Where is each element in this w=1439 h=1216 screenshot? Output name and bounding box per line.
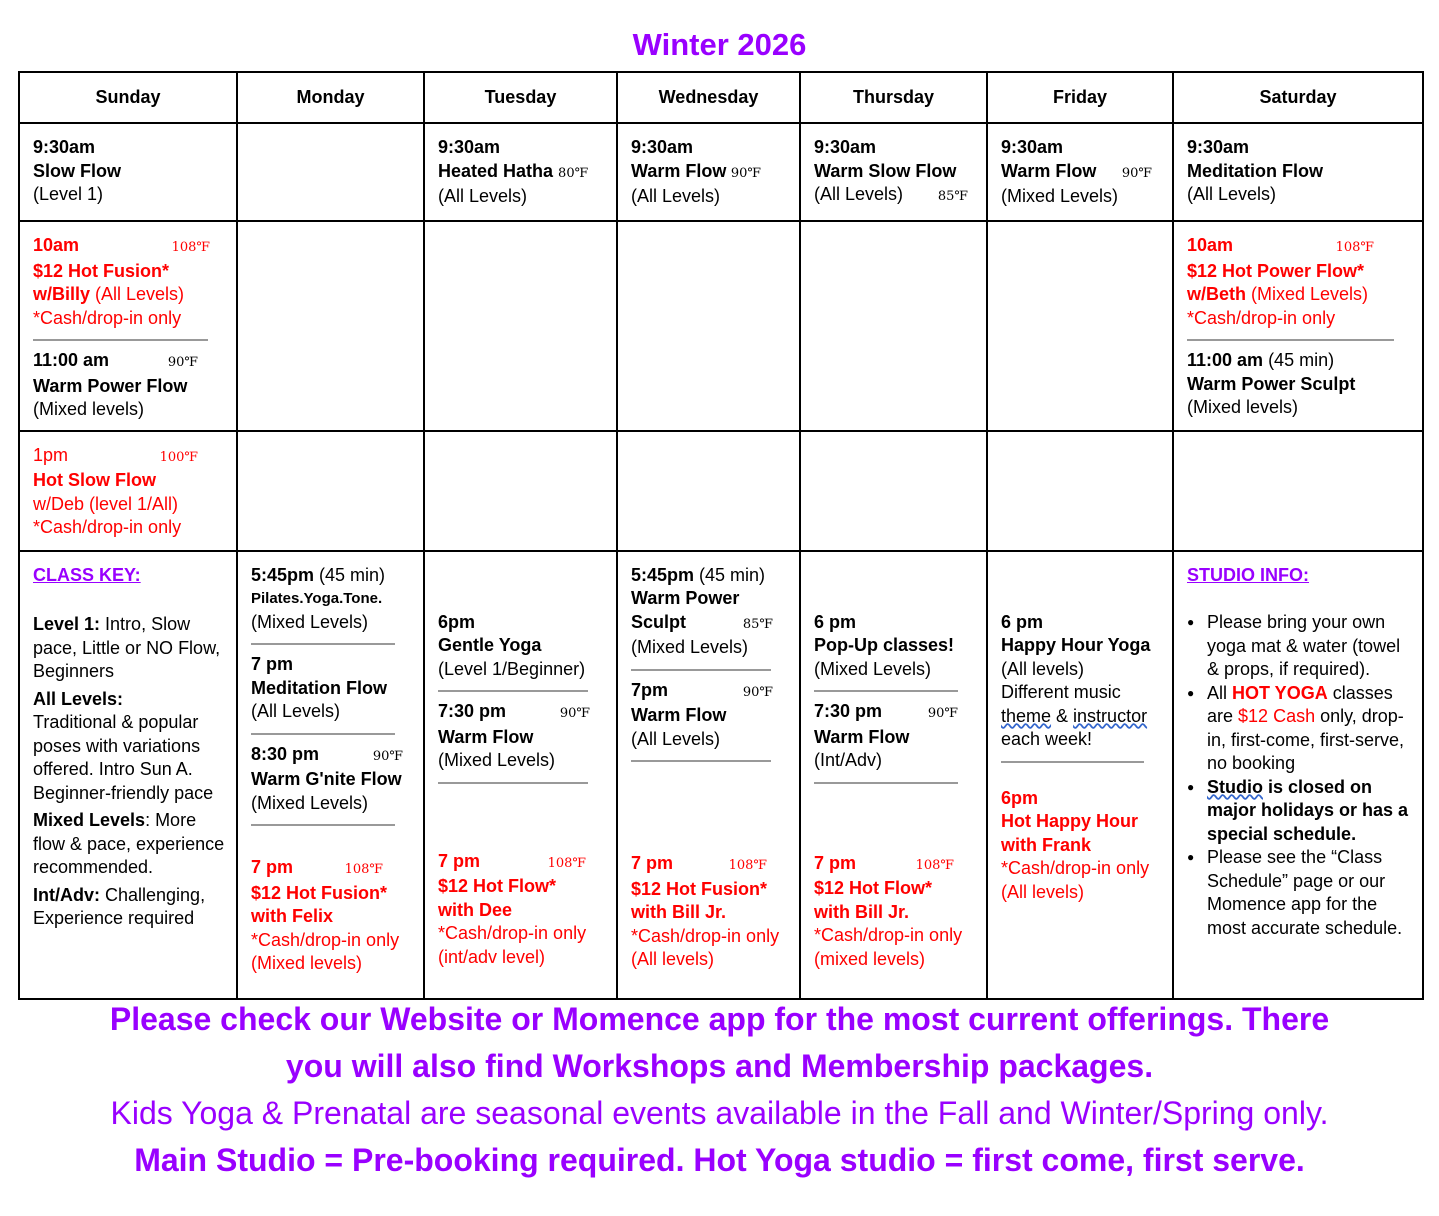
class-divider <box>631 760 771 762</box>
class-name: Meditation Flow <box>1187 160 1323 181</box>
class-note: *Cash/drop-in only <box>814 925 963 945</box>
class-time: 7:30 pm <box>438 701 507 721</box>
day-header-sunday: Sunday <box>19 72 237 123</box>
class-level: (Level 1/Beginner) <box>438 658 586 679</box>
class-level: (Mixed levels) <box>1187 397 1299 417</box>
key-all-levels: All Levels: Traditional & popular poses with variations offered. Intro Sun A. Beginner-friendly pace <box>33 688 214 803</box>
class-name-cont: Sculpt <box>631 611 687 632</box>
class-temp: 90℉ <box>730 165 761 181</box>
class-duration: (45 min) <box>694 564 766 585</box>
day-header-saturday: Saturday <box>1173 72 1423 123</box>
info-item: ● Please see the “Class Schedule” page or our Momence app for the most accurate schedule. <box>1207 846 1414 940</box>
class-divider <box>438 690 588 692</box>
class-level: (All Levels) <box>251 701 341 721</box>
page-title: Winter 2026 <box>632 27 807 62</box>
class-level: (All levels) <box>1001 658 1085 679</box>
tue-evening-cell <box>424 551 617 999</box>
key-int-adv: Int/Adv: Challenging, Experience required <box>33 884 206 928</box>
studio-info-cell <box>1173 551 1423 999</box>
tue-10am-cell <box>424 221 617 431</box>
day-header-wednesday: Wednesday <box>617 72 800 123</box>
footer-line-3: Kids Yoga & Prenatal are seasonal events available in the Fall and Winter/Spring only. <box>110 1095 1329 1131</box>
class-level: (Mixed Levels) <box>438 750 556 770</box>
class-instructor: with Frank <box>1001 834 1092 855</box>
class-divider <box>251 824 395 826</box>
class-divider <box>631 669 771 671</box>
class-temp: 100℉ <box>159 449 198 465</box>
class-duration: (45 min) <box>314 564 386 585</box>
thu-10am-cell <box>800 221 987 431</box>
class-time: 7:30 pm <box>814 701 883 721</box>
class-temp: 90℉ <box>1121 165 1152 181</box>
class-key-title: CLASS KEY: <box>33 564 141 585</box>
class-temp: 85℉ <box>937 189 968 204</box>
class-note: *Cash/drop-in only <box>631 925 780 946</box>
class-temp: 85℉ <box>742 616 773 632</box>
class-level: (mixed levels) <box>814 948 926 969</box>
mon-930-cell <box>237 123 424 221</box>
class-level: (Mixed Levels) <box>251 611 369 632</box>
class-temp: 90℉ <box>559 706 590 721</box>
class-level: (Int/Adv) <box>814 750 883 770</box>
class-time: 7 pm <box>251 654 294 674</box>
class-name: Warm Flow <box>438 726 534 747</box>
class-name: Warm Power <box>631 588 740 608</box>
day-header-monday: Monday <box>237 72 424 123</box>
day-header-tuesday: Tuesday <box>424 72 617 123</box>
class-name: Warm Flow <box>631 705 727 725</box>
class-level: (Mixed levels) <box>33 399 145 419</box>
class-temp: 90℉ <box>167 355 198 370</box>
thu-930-cell <box>800 123 987 221</box>
key-level1: Level 1: Intro, Slow pace, Little or NO Flow, Beginners <box>33 614 221 681</box>
info-item: ● All HOT YOGA classes are $12 Cash only, drop-in, first-come, first-serve, no booking <box>1207 682 1414 776</box>
class-time: 9:30am <box>438 137 501 157</box>
class-name: $12 Hot Flow* <box>438 876 557 896</box>
class-temp: 108℉ <box>171 240 210 255</box>
studio-info-title: STUDIO INFO: <box>1187 564 1309 585</box>
class-instructor: with Dee <box>438 899 513 920</box>
class-divider <box>1187 339 1394 341</box>
class-note: *Cash/drop-in only <box>438 923 587 943</box>
day-header-thursday: Thursday <box>800 72 987 123</box>
class-time: 9:30am <box>1187 137 1250 157</box>
thu-1pm-cell <box>800 431 987 551</box>
class-time: 5:45pm <box>631 564 695 585</box>
tue-930-cell <box>424 123 617 221</box>
fri-10am-cell <box>987 221 1173 431</box>
class-instructor: w/Beth <box>1187 284 1247 304</box>
wed-evening-cell <box>617 551 800 999</box>
class-time: 6pm <box>1001 787 1039 808</box>
class-name: Meditation Flow <box>251 677 387 698</box>
mon-1pm-cell <box>237 431 424 551</box>
class-level: (Mixed Levels) <box>1001 186 1119 206</box>
morning-row <box>19 123 1423 221</box>
class-level: (All Levels) <box>631 186 721 206</box>
day-header-row <box>19 72 1423 123</box>
class-name: Warm Flow <box>1001 160 1097 181</box>
class-time: 5:45pm <box>251 564 315 585</box>
class-instructor: w/Billy <box>33 284 91 304</box>
class-name: $12 Hot Fusion* <box>251 882 388 903</box>
class-note: *Cash/drop-in only <box>33 307 182 328</box>
afternoon-row <box>19 431 1423 551</box>
class-instructor: with Felix <box>251 906 334 926</box>
class-level: (All levels) <box>1001 881 1085 902</box>
sat-1pm-cell <box>1173 431 1423 551</box>
class-name: Warm Flow <box>814 726 910 747</box>
class-name: Heated Hatha <box>438 160 554 181</box>
class-time: 1pm <box>33 444 69 465</box>
class-time: 7 pm <box>438 850 481 871</box>
class-name: Pop-Up classes! <box>814 635 955 655</box>
class-name: $12 Hot Flow* <box>814 878 933 898</box>
class-name: Warm Power Flow <box>33 375 188 396</box>
class-name: Warm Power Sculpt <box>1187 373 1356 394</box>
class-level: (int/adv level) <box>438 946 546 967</box>
fri-evening-cell: 6 pm Happy Hour Yoga (All levels) Different music theme & instructor each week! 6pm Hot Happy Hour with Frank *Cash/drop-in only (All levels) <box>987 551 1173 999</box>
class-name: Warm Slow Flow <box>814 160 957 181</box>
class-name: Happy Hour Yoga <box>1001 635 1151 655</box>
mon-10am-cell <box>237 221 424 431</box>
class-name: Hot Happy Hour <box>1001 811 1138 831</box>
class-level: (All levels) <box>631 949 715 969</box>
class-temp: 90℉ <box>742 684 773 700</box>
thu-evening-cell <box>800 551 987 999</box>
late-morning-row <box>19 221 1423 431</box>
class-duration: (45 min) <box>1263 350 1335 370</box>
class-name: Hot Slow Flow <box>33 470 156 490</box>
sun-1pm-cell <box>19 431 237 551</box>
sat-930-cell <box>1173 123 1423 221</box>
class-temp: 108℉ <box>728 858 767 873</box>
class-name: Slow Flow <box>33 160 121 181</box>
class-time: 6pm <box>438 611 476 632</box>
class-time: 11:00 am <box>33 350 110 370</box>
class-temp: 90℉ <box>372 748 403 764</box>
class-level: (Mixed Levels) <box>814 658 932 679</box>
class-level: (Mixed Levels) <box>251 792 369 813</box>
info-item: ● Please bring your own yoga mat & water (towel & props, if required). <box>1207 611 1414 682</box>
class-instructor: w/Deb (level 1/All) <box>33 493 179 514</box>
class-temp: 108℉ <box>547 855 586 871</box>
class-time: 7 pm <box>631 853 674 873</box>
class-note: *Cash/drop-in only <box>1001 858 1150 878</box>
class-note: *Cash/drop-in only <box>33 517 182 537</box>
class-divider <box>251 643 395 645</box>
class-name: Pilates.Yoga.Tone. <box>251 590 383 607</box>
wed-10am-cell <box>617 221 800 431</box>
footer-line-2: you will also find Workshops and Membership packages. <box>285 1048 1154 1084</box>
class-divider <box>438 782 588 784</box>
class-name: $12 Hot Fusion* <box>33 260 170 281</box>
class-name: Gentle Yoga <box>438 635 542 655</box>
class-level: (Mixed levels) <box>251 953 363 973</box>
schedule-table <box>18 71 1424 1000</box>
class-time: 7pm <box>631 679 669 700</box>
sat-10am-cell <box>1173 221 1423 431</box>
class-time: 9:30am <box>1001 137 1064 157</box>
class-name: Warm Flow <box>631 160 727 181</box>
class-divider <box>1001 761 1144 763</box>
class-instructor: with Bill Jr. <box>814 901 910 922</box>
class-time: 6 pm <box>814 611 857 632</box>
evening-row <box>19 551 1423 999</box>
class-name: $12 Hot Fusion* <box>631 878 768 899</box>
class-time: 9:30am <box>814 137 877 157</box>
fri-1pm-cell <box>987 431 1173 551</box>
sun-930-cell <box>19 123 237 221</box>
wed-1pm-cell <box>617 431 800 551</box>
class-time: 10am <box>1187 235 1234 255</box>
class-time: 10am <box>33 235 80 255</box>
footer-line-1: Please check our Website or Momence app for the most current offerings. There <box>109 1001 1330 1037</box>
class-temp: 108℉ <box>344 862 383 877</box>
class-note: *Cash/drop-in only <box>251 929 400 950</box>
fri-930-cell <box>987 123 1173 221</box>
class-time: 9:30am <box>33 137 96 157</box>
class-time: 7 pm <box>814 852 857 873</box>
class-temp: 90℉ <box>927 706 958 721</box>
class-name: Warm G'nite Flow <box>251 769 402 789</box>
class-divider <box>814 782 958 784</box>
class-time: 6 pm <box>1001 611 1044 632</box>
class-instructor: with Bill Jr. <box>631 902 727 922</box>
class-level: (Level 1) <box>33 184 104 204</box>
class-level: (Mixed Levels) <box>631 637 749 657</box>
footer-line-4: Main Studio = Pre-booking required. Hot Yoga studio = first come, first serve. <box>134 1142 1305 1178</box>
class-key-cell <box>19 551 237 999</box>
info-item: ● Studio is closed on major holidays or has a special schedule. <box>1207 776 1414 847</box>
class-divider <box>814 690 958 692</box>
class-description: Different music <box>1001 682 1121 702</box>
class-level: (Mixed Levels) <box>1246 284 1369 304</box>
class-name: $12 Hot Power Flow* <box>1187 260 1365 281</box>
class-level: (All Levels) <box>814 184 904 204</box>
day-header-friday: Friday <box>987 72 1173 123</box>
class-level: (All Levels) <box>631 728 721 749</box>
studio-info-list <box>1187 611 1414 940</box>
class-temp: 80℉ <box>558 165 589 181</box>
class-divider <box>33 339 208 341</box>
class-temp: 108℉ <box>915 857 954 873</box>
mon-evening-cell <box>237 551 424 999</box>
class-note: *Cash/drop-in only <box>1187 307 1336 328</box>
sun-10am-cell <box>19 221 237 431</box>
class-time: 7 pm <box>251 857 294 877</box>
class-time: 9:30am <box>631 137 694 157</box>
class-level: (All Levels) <box>90 284 185 304</box>
class-temp: 108℉ <box>1335 240 1374 255</box>
class-divider <box>251 733 395 735</box>
wed-930-cell <box>617 123 800 221</box>
class-time: 8:30 pm <box>251 743 320 764</box>
class-level: (All Levels) <box>1187 184 1277 204</box>
class-time: 11:00 am <box>1187 350 1264 370</box>
tue-1pm-cell <box>424 431 617 551</box>
key-mixed-levels: Mixed Levels: More flow & pace, experience recommended. <box>33 810 225 877</box>
class-level: (All Levels) <box>438 186 528 206</box>
